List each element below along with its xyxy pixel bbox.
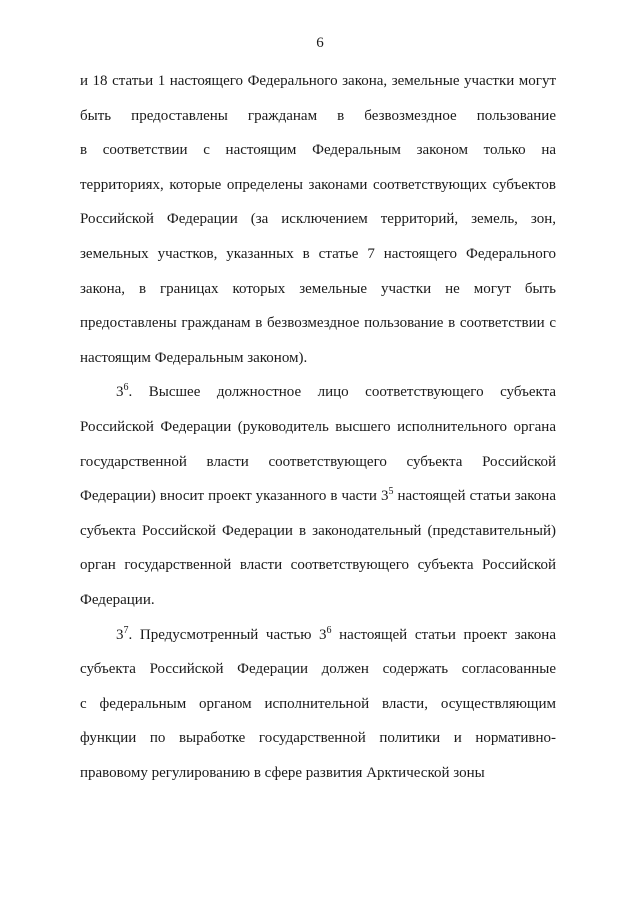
text-line: орган государственной власти соответствующего субъекта Российской (80, 557, 556, 574)
text-line: в соответствии с настоящим Федеральным законом только на (80, 142, 556, 159)
text-line: быть предоставлены гражданам в безвозмездное пользование (80, 107, 556, 124)
text-line (80, 625, 556, 660)
text-run: 3 (116, 384, 124, 401)
text-line: земельных участков, указанных в статье 7 настоящего Федерального (80, 245, 556, 262)
text-line: государственной власти соответствующего субъекта Российской (80, 453, 556, 470)
text-line: закона, в границах которых земельные участки не могут быть (80, 280, 556, 297)
paragraph (80, 625, 556, 798)
text-line: функции по выработке государственной политики и нормативно- (80, 730, 556, 747)
text-line: с федеральным органом исполнительной власти, осуществляющим (80, 695, 556, 712)
text-run: настоящей статьи проект закона (331, 626, 556, 643)
superscript: 6 (326, 624, 332, 636)
text-line: предоставлены гражданам в безвозмездное пользование в соответствии с (80, 315, 556, 332)
superscript: 5 (388, 486, 394, 498)
document-body (80, 71, 556, 797)
text-line: субъекта Российской Федерации в законодательный (представительный) (80, 522, 556, 539)
paragraph (80, 382, 556, 624)
text-line: Федерации. (80, 591, 155, 608)
text-line: субъекта Российской Федерации должен содержать согласованные (80, 661, 556, 678)
text-run: . Высшее должностное лицо соответствующего субъекта (128, 384, 556, 401)
text-line (80, 382, 556, 417)
superscript: 7 (123, 624, 129, 636)
text-line (80, 486, 556, 521)
text-run: Федерации) вносит проект указанного в части 3 (80, 488, 389, 505)
paragraph (80, 71, 556, 382)
text-line: и 18 статьи 1 настоящего Федерального закона, земельные участки могут (80, 73, 556, 89)
text-line: настоящим Федеральным законом). (80, 349, 308, 366)
text-line: правовому регулированию в сфере развития Арктической зоны (80, 764, 485, 781)
text-run: 3 (116, 626, 124, 643)
page-number: 6 (316, 35, 324, 51)
text-run: настоящей статьи закона (393, 488, 556, 505)
text-run: . Предусмотренный частью 3 (128, 626, 327, 643)
superscript: 6 (123, 382, 129, 394)
text-line: Российской Федерации (за исключением территорий, земель, зон, (80, 211, 556, 228)
text-line: территориях, которые определены законами соответствующих субъектов (80, 176, 556, 193)
text-line: Российской Федерации (руководитель высшего исполнительного органа (80, 418, 556, 435)
